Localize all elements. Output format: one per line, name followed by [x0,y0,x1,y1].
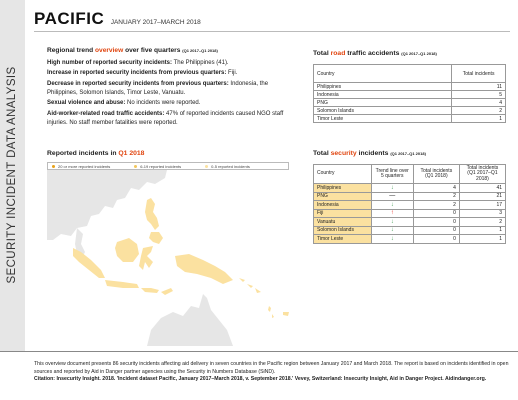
cell-total: 1 [459,235,505,244]
cell-q1: 0 [413,218,459,227]
region-map [47,170,291,346]
table-row [314,201,506,210]
trend-down-icon: ↓ [371,184,413,193]
summary-item-text: Indonesia, the Philippines, Solomon Islands, Timor Leste, Vanuatu. [47,80,269,96]
map-section-title [47,150,144,157]
summary-item-text: Fiji. [226,70,238,77]
road-accidents-title [313,50,437,57]
table-row [314,184,506,193]
legend-item [52,164,110,169]
summary-item-text: The Philippines (41). [172,59,229,66]
table-row [314,83,506,91]
road-title-highlight: road [330,50,346,57]
map-land-sumatra [73,248,105,278]
summary-item [47,59,292,68]
map-land-solomons [239,278,261,293]
summary-item-label: Increase in reported security incidents from previous quarters: [47,70,227,77]
cell-country: Vanuatu [314,218,372,227]
col-header-q1: Total incidents (Q1 2018) [413,165,459,184]
map-land-fiji [283,312,289,316]
legend-swatch [134,165,137,168]
map-land-vanuatu [268,306,274,318]
cell-country: Solomon Islands [314,226,372,235]
col-header-total: Total incidents (Q1 2017–Q1 2018) [459,165,505,184]
map-land-sulawesi [139,246,153,270]
cell-country: PNG [314,192,372,201]
summary-heading-period: (Q1 2017–Q1 2018) [182,48,218,53]
cell-country: Fiji [314,209,372,218]
road-accidents-table [313,64,506,123]
trend-down-icon: ↓ [371,226,413,235]
cell-total: 11 [452,83,506,91]
map-legend [47,162,289,170]
summary-item-label: Sexual violence and abuse: [47,100,126,107]
cell-country: Solomon Islands [314,107,452,115]
cell-total: 2 [452,107,506,115]
map-title-highlight: Q1 2018 [118,150,145,157]
col-header-country: Country [314,165,372,184]
road-title-post: traffic accidents [345,50,402,57]
trend-flat-icon: — [371,192,413,201]
page-footer [34,361,509,384]
legend-swatch [52,165,55,168]
map-title-pre: Reported incidents in [47,150,119,157]
map-land-timor [161,288,173,295]
map-land-borneo [115,238,139,262]
table-row [314,91,506,99]
summary-heading [47,46,292,56]
cell-q1: 2 [413,192,459,201]
legend-label: 20 or more reported incidents [58,163,111,169]
summary-item [47,110,292,127]
footer-divider [0,351,518,352]
summary-item-text: No incidents were reported. [125,100,201,107]
map-land-new-guinea [175,254,233,284]
cell-q1: 0 [413,226,459,235]
cell-total: 4 [452,99,506,107]
cell-total: 17 [459,201,505,210]
trend-down-icon: ↓ [371,201,413,210]
cell-q1: 0 [413,235,459,244]
header-divider [34,31,510,32]
summary-heading-highlight: overview [95,47,124,54]
page-title: PACIFIC [34,9,105,28]
table-row [314,235,506,244]
summary-item [47,69,292,78]
col-header-country: Country [314,65,452,83]
page-period: JANUARY 2017–MARCH 2018 [110,19,201,26]
summary-item [47,80,292,97]
security-title-pre: Total [313,150,331,157]
cell-country: Indonesia [314,201,372,210]
map-land-australia [147,294,233,346]
cell-q1: 4 [413,184,459,193]
cell-total: 1 [459,226,505,235]
table-row [314,218,506,227]
cell-total: 5 [452,91,506,99]
cell-q1: 0 [413,209,459,218]
summary-item-label: Aid-worker-related road traffic accidents: [47,110,165,117]
summary-heading-pre: Regional trend [47,47,95,54]
security-incidents-table [313,164,506,244]
footer-citation: Citation: Insecurity Insight. 2018. 'Incident dataset Pacific, January 2017–March 2018, v. September 2018.' Vevey, Switzerland: Insecurity Insight, Aid in Danger Project. Aidindanger.org. [34,376,487,383]
cell-total: 1 [452,115,506,123]
trend-down-icon: ↓ [371,235,413,244]
trend-summary [47,46,292,129]
cell-total: 41 [459,184,505,193]
legend-item [134,164,181,169]
table-row [314,107,506,115]
table-row [314,192,506,201]
cell-country: Timor Leste [314,115,452,123]
road-title-period: (Q1 2017–Q1 2018) [401,51,437,56]
map-land-nusa [141,288,159,293]
security-title-highlight: security [330,150,357,157]
cell-total: 3 [459,209,505,218]
cell-country: Indonesia [314,91,452,99]
map-land-philippines [149,232,163,244]
summary-item [47,99,292,108]
security-title-post: incidents [356,150,391,157]
legend-label: 6-19 reported incidents [140,163,182,169]
summary-item-label: High number of reported security incidents: [47,59,173,66]
sidebar-label: SECURITY INCIDENT DATA ANALYSIS [6,66,18,284]
summary-item-text: 47% of reported incidents caused NGO staff injuries. No staff member fatalities were reported. [47,110,284,126]
legend-label: 0-5 reported incidents [211,163,250,169]
road-title-pre: Total [313,50,331,57]
cell-total: 2 [459,218,505,227]
table-row [314,99,506,107]
trend-down-icon: ↓ [371,218,413,227]
security-title-period: (Q1 2017–Q1 2018) [390,151,426,156]
page-header [34,9,201,29]
cell-country: Timor Leste [314,235,372,244]
table-row [314,115,506,123]
summary-heading-post: over five quarters [123,47,183,54]
cell-total: 21 [459,192,505,201]
trend-up-icon: ↑ [371,209,413,218]
table-row [314,226,506,235]
summary-item-label: Decrease in reported security incidents from previous quarters: [47,80,229,87]
col-header-trend: Trend line over 5 quarters [371,165,413,184]
legend-item [205,164,250,169]
sidebar-band [0,0,25,351]
cell-country: Philippines [314,83,452,91]
cell-country: PNG [314,99,452,107]
legend-swatch [205,165,208,168]
map-land-java [105,280,139,288]
map-land-philippines [145,198,159,230]
footer-description: This overview document presents 86 security incidents affecting aid delivery in seven countries in the Pacific region between January 2017 and March 2018. The report is based on incidents identified in open sources and reported by Aid in Danger partner agencies using the Security in Numbers Database (SiND). [34,361,509,375]
col-header-total: Total incidents [452,65,506,83]
table-row [314,209,506,218]
cell-q1: 2 [413,201,459,210]
security-incidents-title [313,150,426,157]
cell-country: Philippines [314,184,372,193]
